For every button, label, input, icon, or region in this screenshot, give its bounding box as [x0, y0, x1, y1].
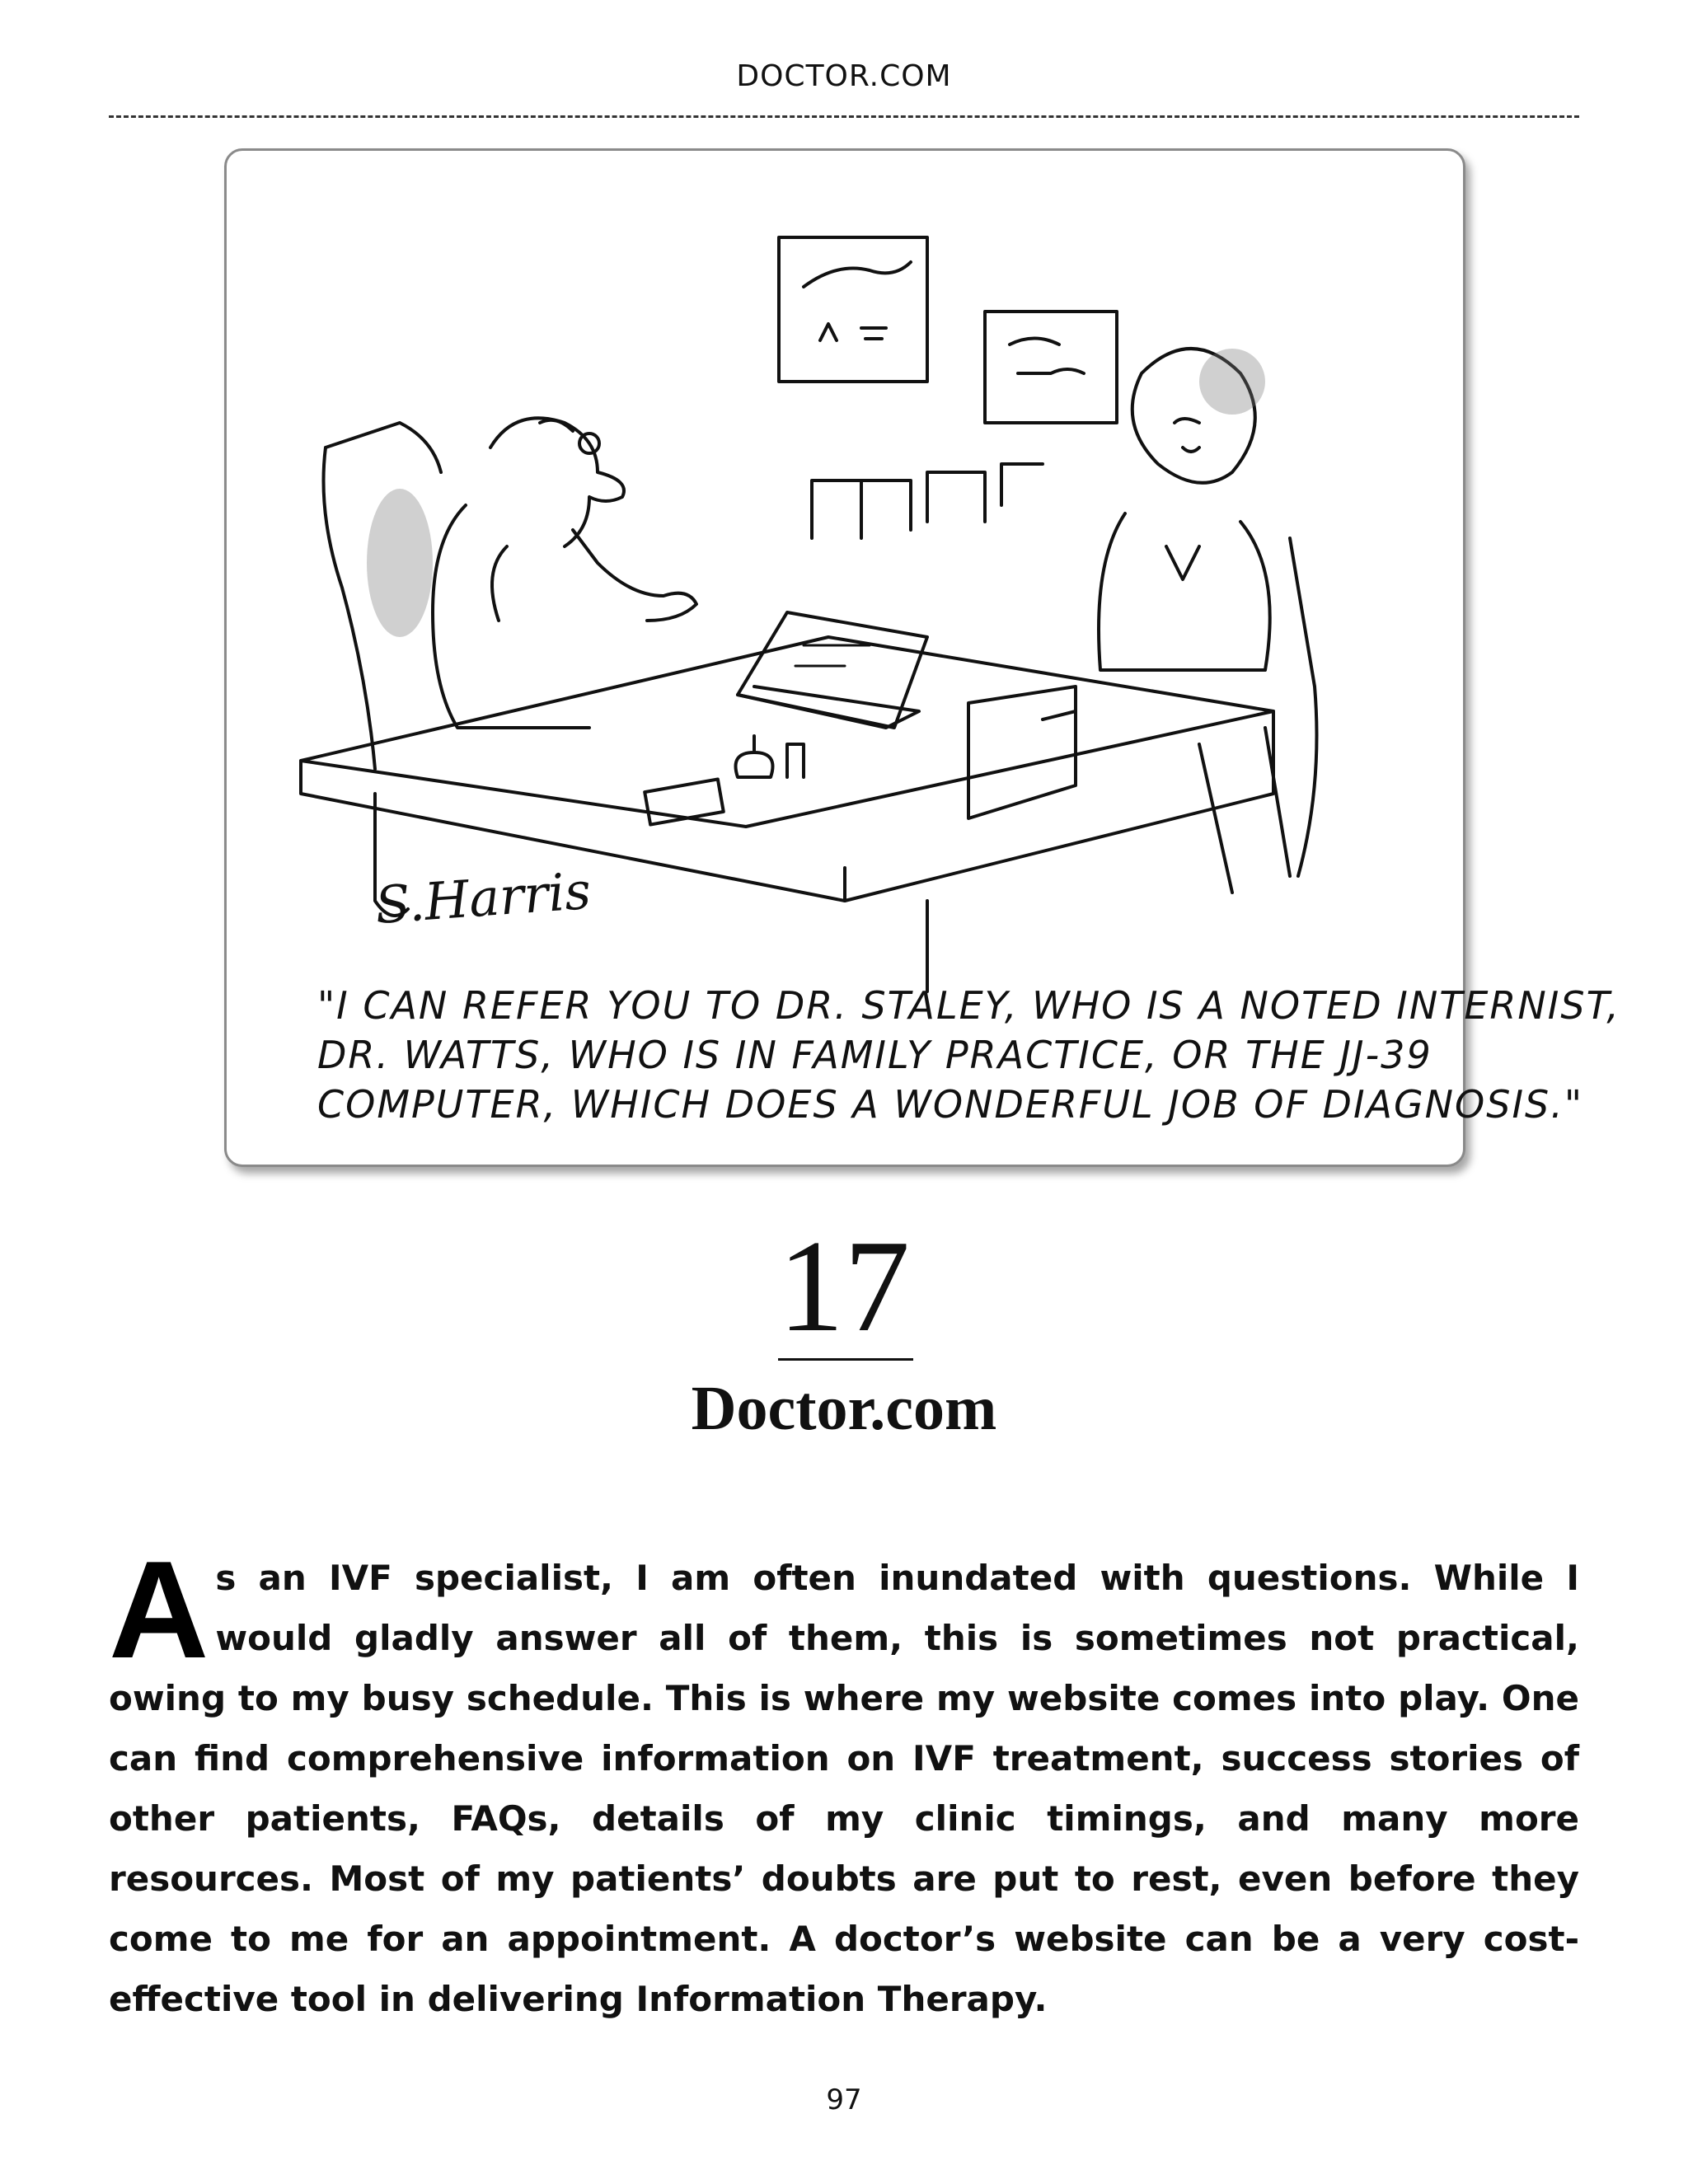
chair-back — [324, 448, 376, 769]
cartoon-caption-line: COMPUTER, WHICH DOES A WONDERFUL JOB OF DIAGNOSIS." — [317, 1082, 1583, 1127]
desk-file — [968, 687, 1076, 818]
desk-bottles — [736, 736, 804, 777]
cartoonist-signature: S.Harris — [373, 860, 593, 936]
patient-chair — [1290, 538, 1317, 876]
body-paragraph-text: s an IVF specialist, I am often inundated with questions. While I would gladly answer all of them, this is sometimes not practical, owing to my busy schedule. This is where my website comes into play. One can find comprehensive information on IVF treatment, success stories of other patients, FAQs, details of my clinic timings, and many more resources. Most of my patients’ doubts are put to rest, even before they come to me for an appointment. A doctor’s website can be a very cost-effective tool in delivering Information Therapy. — [109, 1558, 1579, 2019]
patient-body — [1099, 513, 1270, 670]
wall-diploma-right — [985, 312, 1117, 423]
cartoon-illustration — [224, 148, 1620, 1167]
doctor-head — [490, 418, 624, 546]
body-paragraph — [109, 1532, 1579, 2029]
drop-cap: A — [109, 1532, 209, 1687]
running-header: DOCTOR.COM — [736, 59, 952, 93]
laptop — [738, 612, 927, 728]
header-divider — [109, 115, 1579, 118]
chapter-title: Doctor.com — [691, 1374, 997, 1443]
chapter-number-underline — [778, 1358, 913, 1361]
chapter-number: 17 — [778, 1212, 910, 1359]
cartoon-caption-line: DR. WATTS, WHO IS IN FAMILY PRACTICE, OR THE JJ-39 — [317, 1033, 1432, 1077]
doctor-body — [433, 505, 589, 728]
wall-diploma-left — [779, 237, 927, 382]
desk-top — [301, 637, 1273, 827]
binders — [812, 464, 1043, 538]
page-number: 97 — [826, 2083, 862, 2116]
desk-box — [645, 779, 724, 824]
cartoon-caption-line: "I CAN REFER YOU TO DR. STALEY, WHO IS A NOTED INTERNIST, — [317, 983, 1620, 1028]
